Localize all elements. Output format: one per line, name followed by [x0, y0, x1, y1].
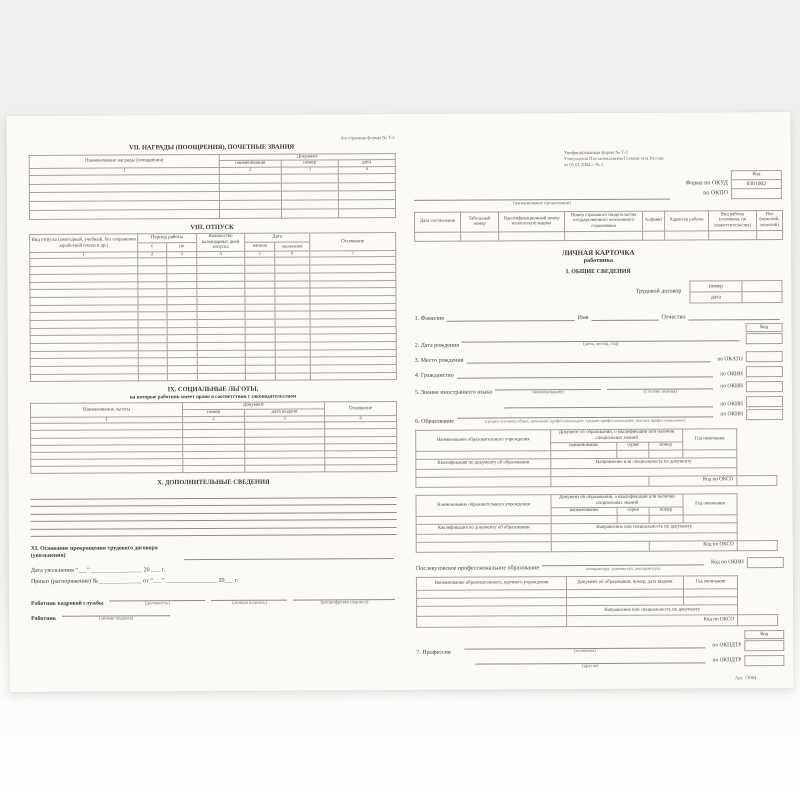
okin-label: по ОКИН — [720, 401, 744, 408]
empty-row — [31, 465, 397, 474]
col-pension-insurance: Номер страхового свидетельства государственного пенсионного страхования — [565, 211, 643, 231]
qualification-header: Квалификация по документу об образовании — [416, 458, 551, 469]
empty-cell — [167, 266, 197, 274]
empty-cell — [138, 327, 167, 335]
direction-header: Направление или специальность по документу — [567, 605, 738, 616]
empty-cell — [338, 182, 395, 191]
col-grad-year: Год окончания — [683, 493, 737, 514]
empty-cell — [167, 273, 197, 281]
empty-cell — [167, 258, 197, 266]
section-xi-title: XI. Основание прекращения трудового договора (увольнения) — [30, 545, 158, 560]
col-from: с — [138, 243, 167, 252]
empty-cell — [275, 373, 310, 381]
empty-cell — [275, 350, 310, 358]
col-num: 2 — [219, 167, 281, 174]
col-alphabet: Алфавит — [643, 211, 665, 231]
empty-row — [29, 208, 395, 219]
col-document: Документ — [219, 153, 395, 161]
signature-blank — [293, 593, 395, 606]
okud-value: 0301002 — [731, 179, 781, 189]
caption-signature: (личная подпись) — [232, 600, 267, 607]
col-num: 6 — [275, 251, 310, 258]
col-num: 3 — [245, 416, 325, 423]
okso-code-box — [737, 475, 777, 485]
profession-label: 7. Профессия — [416, 649, 451, 656]
section-i-title: I. ОБЩИЕ СВЕДЕНИЯ — [565, 269, 631, 276]
empty-cell — [138, 343, 167, 351]
col-benefit-name: Наименование льготы — [31, 403, 183, 417]
empty-cell — [338, 200, 395, 209]
empty-cell — [245, 365, 275, 373]
empty-cell — [138, 289, 167, 297]
empty-cell — [275, 334, 310, 342]
empty-cell — [138, 358, 167, 366]
empty-cell — [219, 200, 281, 209]
patronymic-blank — [688, 312, 779, 320]
empty-cell — [219, 209, 281, 218]
empty-cell — [275, 280, 310, 288]
contract-date-label: дата — [690, 291, 742, 302]
page-left — [29, 126, 398, 623]
okud-code-table — [625, 170, 782, 200]
empty-cell — [665, 231, 709, 240]
empty-cell — [417, 616, 567, 628]
empty-cell — [275, 304, 310, 312]
section-ix-subtitle: на которые работник имеет право в соответствии с законодательством — [129, 393, 297, 401]
contract-number-value — [742, 280, 782, 291]
okso-code-box — [737, 540, 777, 550]
okin-code-box — [746, 409, 783, 420]
labor-contract-block — [414, 280, 782, 305]
empty-cell — [167, 366, 197, 374]
form-reference — [564, 150, 782, 169]
empty-cell — [338, 173, 395, 182]
okpdtr-code-box — [744, 640, 784, 651]
empty-cell — [551, 541, 649, 552]
empty-cell — [245, 350, 275, 358]
empty-cell — [275, 288, 310, 296]
col-start: начала — [245, 242, 275, 251]
blank-line — [31, 528, 397, 537]
empty-cell — [219, 174, 281, 183]
empty-cell — [281, 174, 338, 183]
empty-cell — [275, 265, 310, 273]
citizenship-label: 4. Гражданство — [414, 372, 454, 379]
empty-cell — [138, 281, 167, 289]
col-vacation-type: Вид отпуска (ежегодный, учебный, без сохранения заработной платы и др.) — [30, 234, 138, 252]
col-to: по — [167, 243, 197, 252]
birthdate-blank — [462, 333, 740, 348]
employee-info-table — [414, 210, 783, 242]
col-calendar-days: Количество календарных дней отпуска — [197, 234, 245, 252]
empty-cell — [167, 327, 197, 335]
empty-cell — [649, 450, 683, 458]
empty-cell — [167, 304, 197, 312]
okpdtr-code-box — [744, 655, 784, 666]
awards-table — [29, 153, 396, 220]
caption-position: (должность) — [145, 601, 170, 607]
empty-cell — [138, 366, 167, 374]
page-right — [414, 124, 785, 683]
signature-blank — [62, 609, 170, 622]
col-issue-date: дата выдачи — [245, 409, 325, 416]
col-end: окончания — [275, 242, 310, 251]
empty-cell — [167, 296, 197, 304]
okso-label: Код по ОКСО — [649, 540, 737, 550]
empty-cell — [167, 350, 197, 358]
empty-cell — [310, 372, 396, 380]
okin-code-box — [746, 381, 783, 392]
education-table-2 — [415, 493, 777, 553]
birthplace-label: 3. Место рождения — [414, 357, 464, 364]
empty-cell — [138, 335, 167, 343]
empty-cell — [245, 358, 275, 366]
okud-label: Форма по ОКУД — [685, 180, 728, 187]
col-num: 2 — [138, 252, 167, 259]
postgrad-row — [416, 557, 784, 572]
col-num: 4 — [197, 251, 245, 258]
col-num: 1 — [29, 168, 219, 176]
empty-cell — [416, 541, 551, 552]
form-t2-sheet — [6, 112, 793, 692]
profession-code-header-row — [416, 630, 784, 641]
field-3-birthplace — [415, 351, 783, 364]
empty-cell — [415, 232, 461, 241]
col-personnel-number: Табельный номер — [461, 212, 499, 232]
empty-cell — [219, 191, 281, 200]
empty-cell — [138, 312, 167, 320]
firstname-label: Имя — [577, 314, 589, 321]
birthplace-blank — [466, 354, 710, 363]
empty-cell — [245, 258, 275, 266]
empty-cell — [245, 342, 275, 350]
labor-contract-label: Трудовой договор — [635, 288, 682, 295]
empty-cell — [245, 465, 325, 473]
okato-label: по ОКАТО — [717, 355, 743, 362]
education-blank — [457, 410, 714, 425]
col-institution: Наименование образовательного, научного учреждения — [416, 577, 566, 591]
section-viii-title: VIII. ОТПУСК — [190, 223, 234, 231]
col-num: 4 — [325, 415, 397, 422]
contract-number-label: номер — [690, 280, 742, 291]
empty-cell — [281, 209, 338, 218]
empty-cell — [138, 373, 167, 381]
empty-cell — [565, 231, 643, 240]
field-4-citizenship — [415, 366, 783, 379]
caption-decoded-signature: (расшифровка подписи) — [320, 600, 369, 606]
dismissal-date-line: Дата увольнения “___” _________________ 20 ___ г. — [30, 566, 165, 574]
empty-cell — [245, 296, 275, 304]
field-5-language — [415, 381, 783, 397]
form-ref-line: Утверждена Постановлением Госкомстата России — [563, 156, 664, 163]
empty-cell — [683, 514, 737, 522]
col-work-period: Период работы — [138, 234, 197, 243]
empty-cell — [30, 374, 138, 382]
language-level-blank — [607, 381, 713, 395]
col-num: 4 — [338, 167, 395, 174]
okpdtr-label: по ОКПДТР — [712, 656, 742, 664]
okso-label: Код по ОКСО — [567, 615, 738, 627]
section-x-title: X. ДОПОЛНИТЕЛЬНЫЕ СВЕДЕНИЯ — [157, 479, 270, 487]
hr-officer-signature-row — [31, 593, 397, 608]
okin-code-box — [747, 557, 784, 568]
hr-officer-label: Работник кадровой службы — [31, 600, 104, 607]
empty-cell — [245, 304, 275, 312]
empty-cell — [275, 357, 310, 365]
col-sex: Пол (мужской, женский) — [757, 210, 783, 230]
empty-row — [415, 230, 783, 241]
empty-cell — [167, 343, 197, 351]
empty-cell — [275, 319, 310, 327]
col-doc-number: номер — [649, 507, 683, 515]
direction-header: Направление или специальность по документу — [551, 522, 737, 533]
empty-cell — [551, 476, 649, 487]
surname-blank — [447, 313, 575, 322]
empty-cell — [281, 182, 338, 191]
code-header: Код — [731, 170, 781, 179]
empty-cell — [138, 350, 167, 358]
col-grad-year: Год окончания — [683, 576, 737, 589]
dismissal-order-line: Приказ (распоряжение) № ______________ от “___” _________________ 20___ г. — [30, 578, 239, 586]
code-column-header: Код — [744, 630, 784, 639]
education-caption: (среднее (полное) общее, начальное профессиональное, среднее профессиональное, высшее профессиональное) — [484, 417, 686, 424]
col-basis: Основание — [325, 402, 397, 416]
col-basis: Основание — [310, 233, 396, 251]
empty-cell — [245, 319, 275, 327]
org-name-caption: (наименование организации) — [513, 201, 571, 207]
col-inn: Идентификационный номер налогоплательщика — [499, 211, 565, 231]
empty-cell — [138, 297, 167, 305]
field-5-language-2 — [415, 396, 783, 409]
okato-code-box — [746, 351, 783, 362]
col-num: 2 — [183, 416, 245, 423]
field-7-profession — [416, 640, 784, 656]
patronymic-label: Отчество — [661, 314, 686, 321]
empty-cell — [281, 200, 338, 209]
empty-cell — [167, 289, 197, 297]
form-ref-line: от 05.01.2004 г. № 1 — [563, 162, 604, 168]
language-name-blank — [495, 381, 601, 395]
okpo-value — [731, 189, 781, 199]
col-edu-document: Документ об образовании, номер, дата выдачи — [566, 576, 683, 590]
col-award-name: Наименование награды (поощрения) — [29, 154, 219, 168]
language-level-caption: (степень знания) — [643, 389, 677, 395]
card-subtitle: работника — [583, 256, 613, 265]
empty-cell — [275, 311, 310, 319]
col-num: 5 — [245, 251, 275, 258]
qualification-header: Квалификация по документу об образовании — [416, 523, 551, 534]
okin-code-box — [746, 366, 783, 377]
col-document: Документ — [183, 402, 325, 409]
col-work-kind: Вид работы (основная, по совместительству) — [709, 210, 757, 230]
empty-cell — [499, 231, 565, 240]
direction-header: Направление или специальность по документу — [551, 457, 737, 468]
empty-cell — [757, 230, 783, 239]
empty-cell — [649, 515, 683, 523]
empty-cell — [275, 273, 310, 281]
profession-other-caption: (другая) — [582, 663, 599, 669]
language-name-caption: (наименование) — [532, 389, 564, 395]
blank-line — [184, 548, 394, 560]
birthdate-caption: (день, месяц, год) — [583, 341, 619, 347]
education-table-1 — [415, 428, 777, 488]
empty-cell — [245, 273, 275, 281]
contract-date-value — [742, 291, 782, 302]
benefits-table — [30, 401, 397, 474]
surname-label: 1. Фамилия — [414, 315, 444, 322]
article-number: Арт. 13004 — [735, 675, 757, 681]
empty-cell — [275, 296, 310, 304]
postgrad-label: Послевузовское профессиональное образование — [415, 565, 540, 572]
empty-cell — [338, 208, 395, 217]
profession-main-blank — [465, 640, 706, 655]
col-num: 3 — [281, 167, 338, 174]
empty-cell — [275, 365, 310, 373]
empty-cell — [245, 311, 275, 319]
birthdate-code-box — [746, 333, 783, 344]
col-edu-document: Документ об образовании, о квалификации или наличии специальных знаний — [551, 429, 683, 443]
okso-code-box — [738, 614, 778, 625]
empty-cell — [245, 334, 275, 342]
okin-code-box — [746, 396, 783, 407]
col-institution: Наименование образовательного учреждения — [416, 429, 551, 451]
empty-cell — [245, 373, 275, 381]
vacation-table — [29, 232, 397, 382]
language-label: 5. Знание иностранного языка — [414, 389, 492, 397]
profession-other-blank — [475, 655, 705, 670]
signature-blank — [211, 594, 287, 607]
empty-cell — [281, 191, 338, 200]
empty-cell — [275, 342, 310, 350]
col-work-nature: Характер работы — [665, 211, 709, 231]
empty-cell — [29, 209, 219, 219]
col-num: 1 — [30, 252, 138, 259]
okin-label: Код по ОКИН — [711, 558, 744, 566]
col-date: Дата — [245, 233, 310, 242]
empty-cell — [197, 373, 245, 381]
field-1-name-row — [415, 312, 783, 322]
empty-cell — [245, 327, 275, 335]
empty-row — [30, 372, 396, 382]
empty-cell — [31, 466, 183, 474]
empty-cell — [683, 449, 737, 457]
card-title: ЛИЧНАЯ КАРТОЧКА — [561, 248, 635, 257]
section-ix-title: IX. СОЦИАЛЬНЫЕ ЛЬГОТЫ, — [167, 386, 259, 394]
field-7-profession-other — [416, 655, 784, 671]
empty-cell — [275, 257, 310, 265]
labor-contract-table — [689, 280, 782, 303]
col-doc-number: номер — [183, 409, 245, 416]
empty-cell — [683, 589, 737, 597]
col-doc-name: наименование — [551, 442, 617, 450]
empty-cell — [461, 232, 499, 241]
employee-label: Работник — [31, 615, 57, 622]
col-num: 3 — [167, 251, 197, 258]
empty-cell — [167, 373, 197, 381]
col-grad-year: Год окончания — [683, 428, 737, 449]
section-vii-title: VII. НАГРАДЫ (ПООЩРЕНИЯ), ПОЧЕТНЫЕ ЗВАНИЯ — [129, 143, 295, 152]
okso-label: Код по ОКСО — [649, 475, 737, 485]
birthdate-label: 2. Дата рождения — [414, 342, 460, 349]
col-doc-name: наименование — [219, 161, 281, 168]
empty-cell — [167, 312, 197, 320]
okpo-label: по ОКПО — [703, 190, 728, 197]
empty-cell — [138, 320, 167, 328]
col-institution: Наименование образовательного учреждения — [416, 494, 551, 516]
profession-main-caption: (основная) — [574, 648, 596, 654]
empty-cell — [219, 183, 281, 192]
col-num: 1 — [31, 416, 183, 423]
empty-cell — [709, 230, 757, 239]
empty-cell — [138, 304, 167, 312]
caption-signature: (личная подпись) — [98, 616, 134, 622]
code-column-header: Код — [746, 323, 783, 332]
citizenship-blank — [457, 369, 713, 378]
section-xi — [31, 544, 397, 560]
employee-signature-row — [31, 608, 397, 623]
field-2-birthdate — [415, 333, 783, 349]
col-doc-series: серия — [617, 507, 649, 515]
empty-cell — [617, 515, 649, 523]
okin-label: по ОКИН — [720, 382, 743, 389]
okpdtr-label: по ОКПДТР — [712, 642, 742, 649]
empty-cell — [167, 358, 197, 366]
empty-cell — [643, 231, 665, 240]
okin-label: по ОКИН — [720, 370, 743, 377]
col-doc-number: номер — [649, 442, 683, 450]
empty-cell — [245, 281, 275, 289]
form-ref-line: Унифицированная форма № Т-2 — [563, 150, 628, 157]
empty-cell — [138, 274, 167, 282]
empty-cell — [275, 327, 310, 335]
postgrad-table — [416, 575, 778, 628]
firstname-blank — [592, 312, 659, 320]
signature-blank — [109, 594, 205, 607]
field-6-education — [415, 409, 783, 424]
language-blank-2 — [504, 400, 713, 409]
col-compile-date: Дата составления — [415, 212, 461, 232]
col-doc-name: наименование — [551, 507, 617, 515]
empty-cell — [167, 319, 197, 327]
empty-cell — [167, 281, 197, 289]
col-doc-date: дата — [338, 160, 395, 167]
empty-cell — [684, 597, 738, 605]
empty-cell — [138, 258, 167, 266]
empty-cell — [245, 265, 275, 273]
postgrad-caption: (аспирантура, адъюнктура, докторантура) — [585, 565, 661, 571]
empty-cell — [138, 266, 167, 274]
empty-cell — [416, 476, 551, 487]
col-doc-number: номер — [281, 160, 338, 167]
education-label: 6. Образование — [415, 418, 455, 425]
postgrad-blank — [542, 557, 704, 571]
okin-label: по ОКИН — [720, 411, 744, 418]
col-edu-document: Документ об образовании, о квалификации или наличии специальных знаний — [551, 494, 683, 508]
col-doc-series: серия — [617, 442, 649, 450]
empty-cell — [338, 191, 395, 200]
page-number-note: 4-я страница формы № Т-2 — [340, 136, 395, 142]
empty-cell — [245, 288, 275, 296]
empty-cell — [167, 335, 197, 343]
empty-cell — [325, 465, 397, 473]
col-num: 7 — [310, 250, 396, 257]
empty-cell — [183, 466, 245, 474]
empty-cell — [617, 450, 649, 458]
